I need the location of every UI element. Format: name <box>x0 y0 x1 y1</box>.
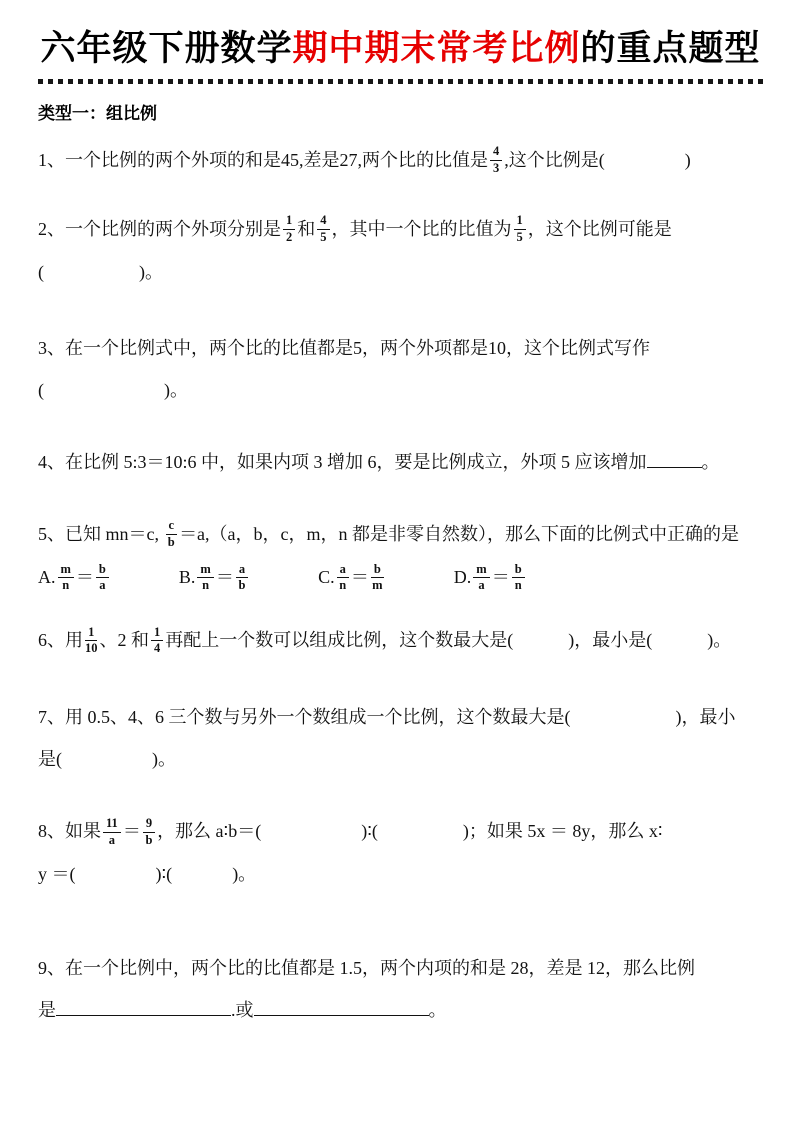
question-text: ＝ <box>122 821 141 842</box>
fraction: $\frac{m}{n}$ <box>58 563 74 594</box>
question-text: )。 <box>707 630 732 650</box>
question-text: B. <box>178 566 196 587</box>
question-line <box>38 952 763 984</box>
question-text: 5、已知 mn＝c, <box>38 523 164 544</box>
answer-blank <box>254 996 429 1016</box>
fraction: $\frac{b}{m}$ <box>372 561 383 593</box>
question-text: ＝ <box>350 566 369 587</box>
question-text: )。 <box>139 261 163 282</box>
question-line <box>38 374 763 406</box>
fraction: $\frac{a}{b}$ <box>236 563 248 594</box>
question-line <box>38 561 763 594</box>
question-text: ( <box>38 261 44 282</box>
question-text: )，最小是( <box>568 630 653 650</box>
fraction: $\frac{m}{n}$ <box>197 563 213 594</box>
fraction: $\frac{11}{a}$ <box>103 817 121 848</box>
question-text: 4、在比例 5:3＝10:6 中，如果内项 3 增加 6，要是比例成立，外项 5 应该增加 <box>38 451 647 472</box>
question-text: 9、在一个比例中，两个比的比值都是 1.5，两个内项的和是 28，差是 12，那么比例 <box>38 958 695 979</box>
question-item <box>38 701 763 775</box>
question-line <box>38 256 763 288</box>
question-text: 再配上一个数可以组成比例，这个数最大是( <box>165 630 514 650</box>
fraction: $\frac{a}{n}$ <box>337 563 349 594</box>
question-text: 7、用 0.5、4、6 三个数与另外一个数组成一个比例，这个数最大是( <box>38 707 571 728</box>
question-text: 。 <box>428 1000 447 1021</box>
question-line <box>38 518 763 551</box>
question-text: 3、在一个比例式中，两个比的比值都是5，两个外项都是10，这个比例式写作 <box>38 337 650 358</box>
answer-blank <box>56 996 231 1016</box>
question-item <box>38 213 763 288</box>
question-line <box>38 701 763 733</box>
question-text: )∶( <box>361 821 378 842</box>
question-item <box>38 332 763 406</box>
question-text: ( <box>38 379 44 400</box>
fraction: $\frac{b}{n}$ <box>512 563 525 594</box>
fraction: $\frac{4}{5}$ <box>317 214 329 245</box>
question-text: ，这个比例可能是 <box>527 218 672 239</box>
question-text: D. <box>453 566 472 587</box>
question-text: ,这个比例是( <box>504 149 605 170</box>
fraction: $\frac{b}{a}$ <box>96 563 109 594</box>
question-line <box>38 994 763 1026</box>
question-text: )∶( <box>155 864 173 885</box>
title-prefix: 六年级下册数学 <box>40 29 293 68</box>
fraction: $\frac{1}{2}$ <box>283 214 295 245</box>
question-line <box>38 743 763 775</box>
question-text: ) <box>684 149 691 170</box>
question-item <box>38 952 763 1026</box>
page-title <box>38 26 763 72</box>
fraction: $\frac{m}{a}$ <box>473 563 489 594</box>
question-item <box>38 144 763 177</box>
title-suffix: 的重点题型 <box>580 29 761 68</box>
title-highlight: 期中期末常考比例 <box>292 29 581 68</box>
question-line <box>38 332 763 364</box>
question-text: 和 <box>297 218 316 239</box>
question-line <box>38 624 763 657</box>
question-item <box>38 518 763 594</box>
question-text: 是( <box>38 749 62 770</box>
fraction: $\frac{c}{b}$ <box>166 519 178 550</box>
question-line <box>38 446 763 478</box>
question-text: 、2 和 <box>99 630 149 650</box>
question-text: C. <box>318 566 335 587</box>
question-item <box>38 815 763 890</box>
question-text: )；如果 5x ＝ 8y，那么 x∶ <box>462 821 663 842</box>
question-text: )。 <box>152 749 176 770</box>
question-text: ＝ <box>215 566 234 587</box>
question-text: )。 <box>232 864 257 885</box>
question-line <box>38 858 763 890</box>
questions-list <box>38 144 763 1027</box>
section-heading: 类型一：组比例 <box>38 103 157 123</box>
fraction: $\frac{4}{3}$ <box>490 145 502 176</box>
question-text: 8、如果 <box>38 821 101 842</box>
fraction: $\frac{9}{b}$ <box>143 817 155 848</box>
question-line <box>38 213 763 246</box>
question-text: ，其中一个比的比值为 <box>331 218 512 239</box>
question-text: A. <box>38 566 56 587</box>
question-text: .或 <box>231 1000 254 1021</box>
question-text: ＝ <box>491 566 510 587</box>
question-line <box>38 815 763 848</box>
question-text: ＝a,（a，b，c，m，n 都是非零自然数），那么下面的比例式中正确的是 <box>179 523 740 544</box>
question-item <box>38 446 763 478</box>
question-text: 6、用 <box>38 630 83 650</box>
question-text: ＝ <box>75 566 94 587</box>
question-item <box>38 624 763 657</box>
question-text: 2、一个比例的两个外项分别是 <box>38 218 281 239</box>
question-text: 。 <box>701 451 720 472</box>
answer-blank <box>647 448 702 468</box>
fraction: $\frac{1}{4}$ <box>151 626 163 657</box>
question-text: ，那么 a∶b＝( <box>157 821 262 842</box>
question-text: )，最小 <box>675 707 736 728</box>
fraction: $\frac{1}{10}$ <box>85 624 98 656</box>
question-line <box>38 144 763 177</box>
question-text: 是 <box>38 1000 56 1021</box>
question-text: )。 <box>164 379 188 400</box>
fraction: $\frac{1}{5}$ <box>514 214 526 245</box>
dotted-divider <box>38 79 763 84</box>
question-text: 1、一个比例的两个外项的和是45,差是27,两个比的比值是 <box>38 149 488 170</box>
question-text: y ＝( <box>38 864 76 885</box>
